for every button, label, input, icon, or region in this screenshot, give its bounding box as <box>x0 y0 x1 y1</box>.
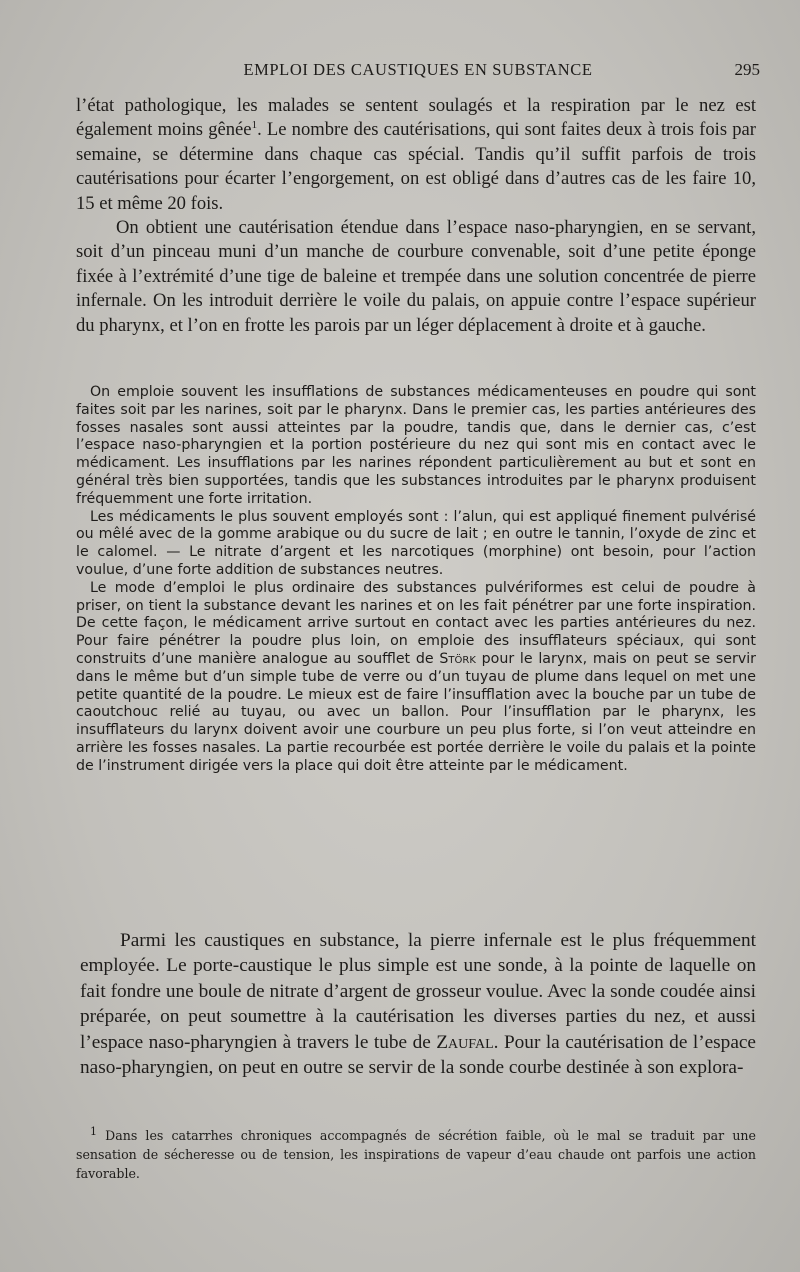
footnote <box>76 1126 756 1183</box>
running-title: EMPLOI DES CAUSTIQUES EN SUBSTANCE <box>243 60 593 79</box>
small-paragraph-text-continued: pour le larynx, mais on peut se servir dans le même but d’un simple tube de verre ou d’un tuyau de plume dans lequel on met une petite quantité de la poudre. Le mieux est de faire l’insufflation avec la bouche par un tube de caoutchouc relié au tuyau, ou avec un ballon. Pour l’insufflation par le pharynx, les insufflateurs du larynx doivent avoir une courbure un peu plus forte, si l’on veut atteindre en arrière les fosses nasales. La partie recourbée est portée derrière le voile du palais et la pointe de l’instrument dirigée vers la place qui doit être atteinte par le médicament. <box>76 650 757 774</box>
small-paragraph-insufflations: On emploie souvent les insufflations de substances médicamenteuses en poudre qui sont faites soit par les narines, soit par le pharynx. Dans le premier cas, les parties antérieures des fosses nasales sont aussi atteintes par la poudre, tandis que, dans le dernier cas, c’est l’espace naso-pharyngien et la portion postérieure du nez qui sont mis en contact avec le médicament. Les insufflations par les narines répondent particulièrement au but et sont en général très bien supportées, tandis que les substances introduites par le pharynx produisent fréquemment une forte irritation. <box>76 384 756 507</box>
main-text-bottom <box>80 928 756 1080</box>
footnote-reference: 1 <box>251 119 258 132</box>
paragraph-respiration <box>76 94 756 216</box>
author-name-stork: Störk <box>439 650 476 667</box>
main-text-top <box>76 94 756 338</box>
small-print-section <box>76 384 756 776</box>
small-paragraph-text: Le mode d’emploi le plus ordinaire des substances pulvériformes est celui de poudre à priser, on tient la substance devant les narines et on les fait pénétrer par une forte inspiration. De cette façon, le médicament arrive surtout en contact avec les parties antérieures du nez. Pour faire pénétrer la poudre plus loin, on emploie des insufflateurs spéciaux, qui sont construits d’une manière analogue au soufflet de <box>76 579 756 667</box>
paragraph-text: l’état pathologique, les malades se sentent soulagés et la respiration par le nez est également moins gênée <box>76 95 756 141</box>
paragraph-cauterisation-etendue: On obtient une cautérisation étendue dans l’espace naso-pharyngien, en se servant, soit d’un pinceau muni d’un manche de courbure convenable, soit d’une petite éponge fixée à l’extrémité d’une tige de baleine et trempée dans une solution concentrée de pierre infernale. On les introduit derrière le voile du palais, on appuie contre l’espace supérieur du pharynx, et l’on en frotte les parois par un léger déplacement à droite et à gauche. <box>76 217 756 336</box>
page-number: 295 <box>734 60 760 79</box>
paragraph-pierre-infernale <box>80 928 756 1080</box>
small-paragraph-mode-emploi <box>76 580 756 776</box>
page-header <box>76 60 760 84</box>
footnote-marker: 1 <box>90 1124 97 1138</box>
small-paragraph-medicaments: Les médicaments le plus souvent employés sont : l’alun, qui est appliqué finement pulvérisé ou mêlé avec de la gomme arabique ou du sucre de lait ; en outre le tannin, l’oxyde de zinc et le calomel. — Le nitrate d’argent et les narcotiques (morphine) ont besoin, pour l’action voulue, d’une forte addition de substances neutres. <box>76 508 756 578</box>
footnote-text: Dans les catarrhes chroniques accompagnés de sécrétion faible, où le mal se traduit par une sensation de sécheresse ou de tension, les inspirations de vapeur d’eau chaude ont parfois une action favorable. <box>76 1128 756 1181</box>
author-name-zaufal: Zaufal <box>436 1031 494 1053</box>
paragraph-text-continued: . Pour la cautérisation de l’espace naso-pharyngien, on peut en outre se servir de la sonde courbe destinée à son explora- <box>80 1031 756 1079</box>
paragraph-text-continued: . Le nombre des cautérisations, qui sont faites deux à trois fois par semaine, se détermine dans chaque cas spécial. Tandis qu’il suffit parfois de trois cautérisations pour écarter l’engorgement, on est obligé dans d’autres cas de les faire 10, 15 et même 20 fois. <box>76 119 756 214</box>
paragraph-text: Parmi les caustiques en substance, la pierre infernale est le plus fréquemment employée. Le porte-caustique le plus simple est une sonde, à la pointe de laquelle on fait fondre une boule de nitrate d’argent de grosseur voulue. Avec la sonde coudée ainsi préparée, on peut soumettre à la cautérisation les diverses parties du nez, et aussi l’espace naso-pharyngien à travers le tube de <box>80 930 756 1053</box>
